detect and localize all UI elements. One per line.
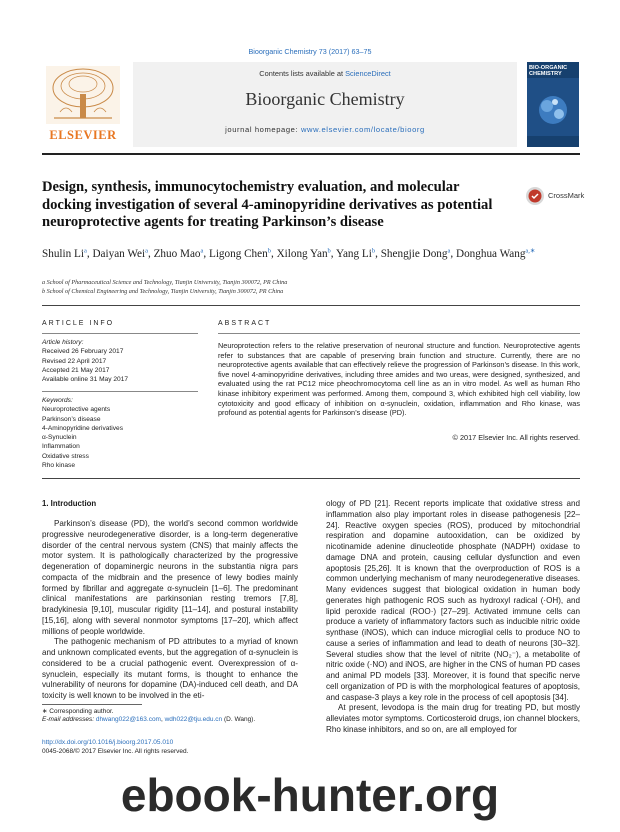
keyword: α-Synuclein [42,434,77,442]
article-title: Design, synthesis, immunocytochemistry evaluation, and molecular docking investigation of several 4-aminopyridine derivatives as potential neuroprotective agents for treating Parkinson’s disease [42,179,493,230]
author-list: Shulin Li$^a$, Daiyan Wei$^a$, Zhuo Mao$^a$, Ligong Chen$^b$, Xilong Yan$^b$, Yang Li$^b$, Shengjie Dong$^a$, Donghua Wang$^{a,∗}$ [42,247,536,260]
email-link-2[interactable]: wdh022@tju.edu.cn [164,716,223,723]
paragraph: At present, levodopa is the main drug for treating PD, but mostly alleviates motor symptoms. Corticosteroid drugs, ion channel blockers, Rho kinase inhibitors, and so on, are all employed for [326,703,580,734]
abstract-heading: ABSTRACT [218,320,272,327]
email-footnote [42,716,255,723]
footnote-rule [42,704,142,705]
keyword: Inflammation [42,443,80,451]
history-online: Available online 31 May 2017 [42,376,129,384]
author[interactable]: Shengjie Dong$^a$ [380,247,451,260]
journal-cover [527,62,579,147]
journal-banner [133,62,517,147]
affiliation-a: a School of Pharmaceutical Science and Technology, Tianjin University, Tianjin 300072, PR China [42,279,288,286]
email-link-1[interactable]: dhwang022@163.com [95,716,161,723]
keyword: Rho kinase [42,462,75,470]
author[interactable]: Shulin Li$^a$ [42,247,87,260]
abstract-body: Neuroprotection refers to the relative preservation of neuronal structure and function. Neuroprotective agents refer to substances that are capable of preserving brain function and structure. Currently, there are no neuroprotective agents available that can effectively relieve the progression of Parkinson’s disease. In this work, five novel 4-aminopyridine derivatives, including three amides and two ureas, were designed, synthesized, and evaluated using the rat PC12 mice pheochromocytoma cell line as an in vitro model. As well as human Rho kinase inhibitory experiment was performed. Among them, compound 3, which exhibited high cell viability, low cytotoxicity and good efficacy of inhibition on α-synuclein, oxidation, inflammation and Rho kinase, was profound as potential agents for Parkinson’s disease (PD). [218,341,580,418]
body-column-left [42,519,298,702]
contents-line [133,69,517,78]
article-history [42,338,192,384]
email-label: E-mail addresses: [42,716,96,723]
section-rule [42,305,580,306]
abstract-rule [218,333,580,334]
cover-title: BIO-ORGANIC CHEMISTRY [529,65,568,77]
corresponding-author-note: ∗ Corresponding author. [42,708,114,715]
crossmark-icon [525,186,545,206]
issn-line: 0045-2068/© 2017 Elsevier Inc. All rights reserved. [42,748,189,755]
body-column-right [326,499,580,736]
keyword: Oxidative stress [42,452,89,460]
article-info-heading: ARTICLE INFO [42,320,115,327]
author[interactable]: Daiyan Wei$^a$ [92,247,148,260]
journal-homepage [133,125,517,134]
keyword: Parkinson’s disease [42,415,101,423]
keyword: Neuroprotective agents [42,406,111,414]
doi-link[interactable]: http://dx.doi.org/10.1016/j.bioorg.2017.05.010 [42,739,174,746]
introduction-heading: 1. Introduction [42,499,97,508]
history-revised: Revised 22 April 2017 [42,357,107,365]
paragraph: Parkinson’s disease (PD), the world’s second common worldwide progressive neurodegenerative disorder, is a long-term degenerative disorder of the central nervous system (CNS) that mainly affects the motor system. It is pathologically characterized by the progressive degeneration of dopaminergic neurons in the substantia nigra pars compacta of the midbrain and the presence of lewy bodies mainly formed by fibrillar and aggregate α-synuclein [1–6]. The predominant clinical manifestations are parkinsonian resting tremors [7,8], bradykinesia [9,10], muscular rigidity [11–14], and postural instability [15,16], along with several nonmotor symptoms [17–20], which affect millions of people worldwide. [42,519,298,636]
history-accepted: Accepted 21 May 2017 [42,366,110,374]
header-rule [42,153,580,155]
author[interactable]: Ligong Chen$^b$ [208,247,271,260]
watermark [0,765,620,827]
abstract-copyright: © 2017 Elsevier Inc. All rights reserved. [452,433,580,442]
homepage-link[interactable]: www.elsevier.com/locate/bioorg [300,125,425,134]
keyword: 4-Aminopyridine derivatives [42,424,123,432]
watermark-text-graphic [0,765,620,827]
watermark-text: ebook-hunter.org [120,769,500,821]
author[interactable]: Xilong Yan$^b$ [276,247,331,260]
affiliation-b: b School of Chemical Engineering and Technology, Tianjin University, Tianjin 300072, PR China [42,288,284,295]
journal-title: Bioorganic Chemistry [245,89,405,109]
keywords-list [42,396,192,470]
author[interactable]: Zhuo Mao$^a$ [153,247,204,260]
email-suffix: (D. Wang). [222,716,256,723]
keywords-label: Keywords: [42,397,73,404]
journal-reference[interactable]: Bioorganic Chemistry 73 (2017) 63–75 [248,47,372,56]
history-label: Article history: [42,339,84,346]
keywords-rule [42,391,198,392]
info-rule [42,333,198,334]
paragraph: The pathogenic mechanism of PD attributes to a myriad of known and unknown complicated events, but the aggregation of α-synuclein is considered to be a crucial pathogenic event. Overexpression of α-synuclein, especially its mutant forms, is thought to enhance the vulnerability of neurons for dopamine (DA)-induced cell death, and DA toxicity is well known to be involved in the eti- [42,637,298,700]
history-received: Received 26 February 2017 [42,348,124,356]
crossmark-label: CrossMark [548,191,585,200]
publisher-name: ELSEVIER [49,128,117,142]
paragraph: ology of PD [21]. Recent reports implicate that oxidative stress and inflammation also play important roles in disease pathogenesis [22–24]. Reactive oxygen species (ROS), produced by mitochondrial respiration and dopamine autooxidation, can be oxidized by nicotinamide adenine dinucleotide phosphate (NADPH) oxidase to damage DNA and protein, causing cellular dysfunction and even apoptosis [25,26]. It is known that the overproduction of ROS is a common underlying mechanism of many neurodegenerative diseases. Many evidences suggest that biological oxidation in human body generates high pathogenic ROS such as hydroxyl radical (·OH), and lipid peroxide radical (ROO·) [27–29]. Activated immune cells can produce a variety of inflammatory factors such as inducible nitric oxide synthase (iNOS), which can induce microglial cells to produce NO to cause a series of inflammation and lead to death of neurons [30–32]. Several studies show that the level of nitrite (NO₂⁻), a metabolite of nitric oxide (·NO) and iNOS, are higher in the CNS of human PD cases and animal PD models [33]. Moreover, it is found that specific nerve cell organization of PD is with the morphological features of apoptosis, and caspase-3 plays a key role in the process of cell apoptosis [34]. [326,499,580,702]
email-separator: , [160,716,165,723]
contents-prefix: Contents lists available at [259,69,346,78]
author[interactable]: Donghua Wang$^{a,∗}$ [455,247,536,260]
homepage-prefix: journal homepage: [225,125,301,134]
sciencedirect-link[interactable]: ScienceDirect [345,69,391,78]
crossmark-button[interactable] [525,186,585,208]
author[interactable]: Yang Li$^b$ [335,247,376,260]
body-rule [42,478,580,479]
elsevier-logo [42,62,124,147]
